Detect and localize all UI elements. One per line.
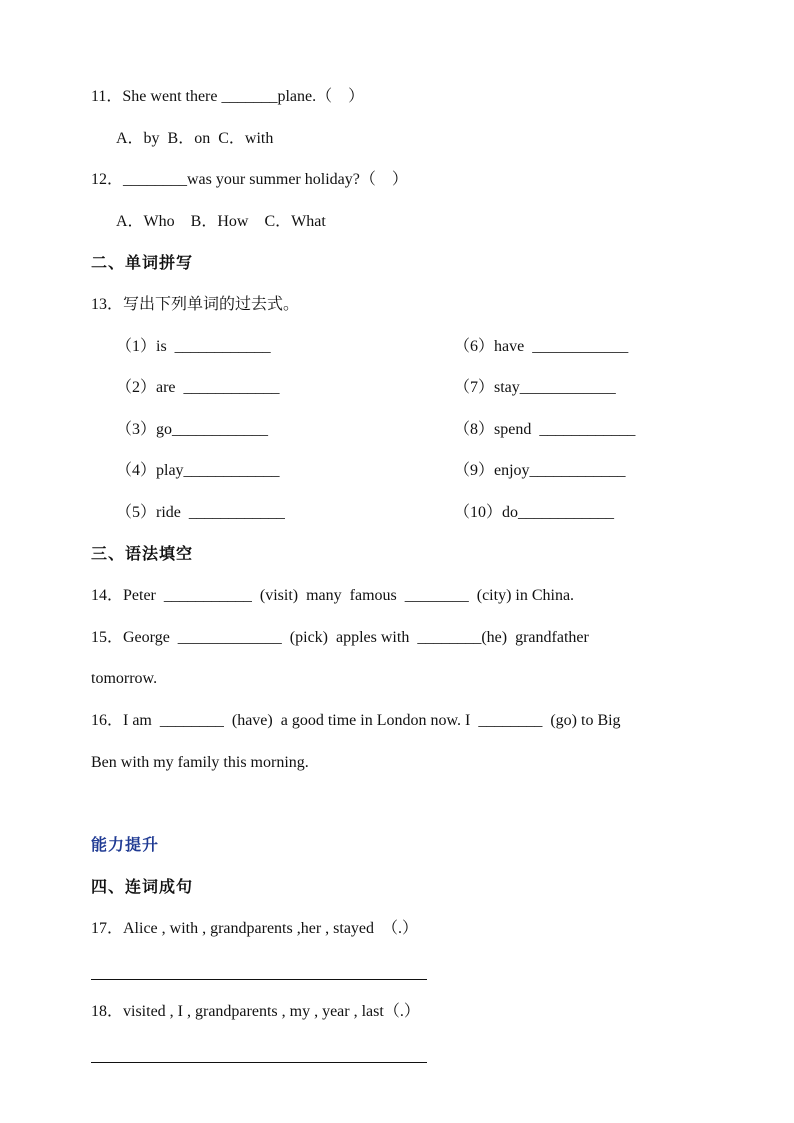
q12-options: A．Who B．How C．What bbox=[116, 213, 326, 230]
word-item-1: （1）is ____________ bbox=[116, 338, 271, 355]
section-3-title: 三、语法填空 bbox=[91, 544, 194, 563]
word-item-8: （8）spend ____________ bbox=[454, 421, 636, 438]
q11-stem: 11．She went there _______plane.（ ） bbox=[91, 88, 365, 105]
word-item-7: （7）stay____________ bbox=[454, 379, 616, 396]
q17-text: 17．Alice , with , grandparents ,her , stayed （.） bbox=[91, 920, 419, 937]
q11-options: A．by B．on C．with bbox=[116, 130, 274, 147]
q16-line1: 16．I am ________ (have) a good time in London now. I ________ (go) to Big bbox=[91, 712, 621, 729]
word-item-9: （9）enjoy____________ bbox=[454, 462, 626, 479]
section-2-title: 二、单词拼写 bbox=[91, 253, 194, 272]
word-item-4: （4）play____________ bbox=[116, 462, 280, 479]
section-4-title: 四、连词成句 bbox=[91, 877, 194, 896]
q18-text: 18．visited , I , grandparents , my , year , last（.） bbox=[91, 1003, 420, 1020]
word-item-2: （2）are ____________ bbox=[116, 379, 280, 396]
q12-stem: 12．________was your summer holiday?（ ） bbox=[91, 171, 408, 188]
q14-text: 14．Peter ___________ (visit) many famous ________ (city) in China. bbox=[91, 587, 575, 604]
word-item-6: （6）have ____________ bbox=[454, 338, 629, 355]
q15-line1: 15．George _____________ (pick) apples with ________(he) grandfather bbox=[91, 629, 589, 646]
q16-line2: Ben with my family this morning. bbox=[91, 754, 309, 771]
word-item-5: （5）ride ____________ bbox=[116, 504, 285, 521]
q18-answer-line[interactable] bbox=[91, 1062, 427, 1063]
word-item-3: （3）go____________ bbox=[116, 421, 269, 438]
word-item-10: （10）do____________ bbox=[454, 504, 615, 521]
q13-stem: 13．写出下列单词的过去式。 bbox=[91, 296, 300, 313]
q15-line2: tomorrow. bbox=[91, 670, 158, 687]
ability-title: 能力提升 bbox=[91, 835, 160, 854]
q17-answer-line[interactable] bbox=[91, 979, 427, 980]
